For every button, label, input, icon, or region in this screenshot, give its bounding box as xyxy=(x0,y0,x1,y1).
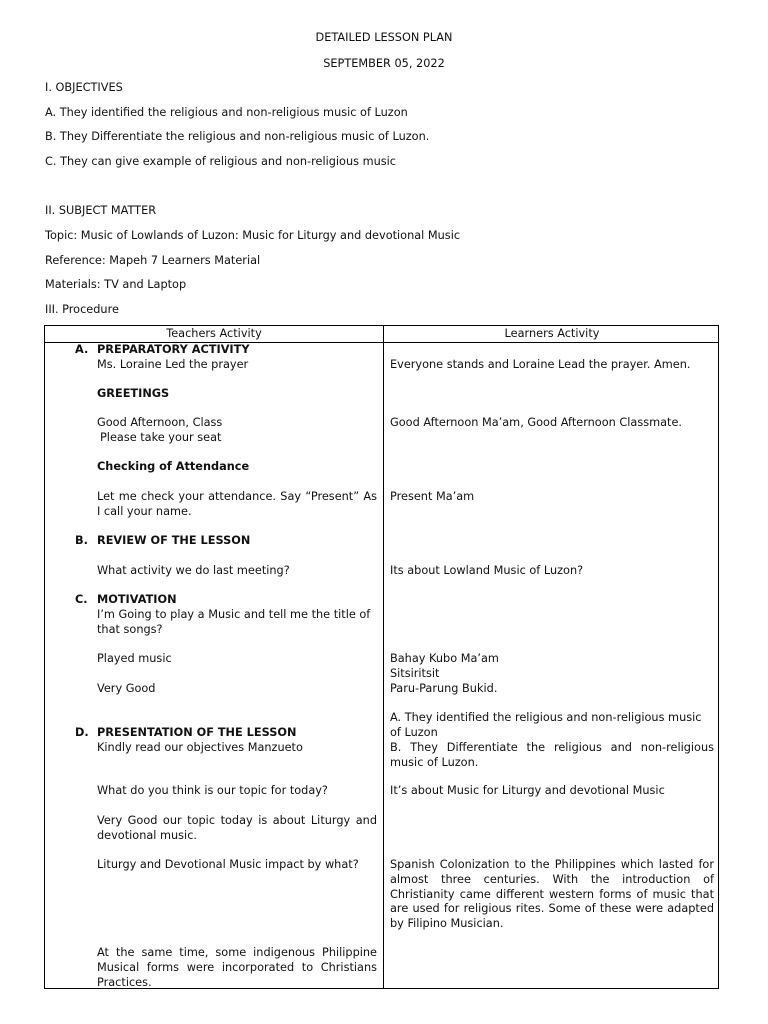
teacher-topic-question: What do you think is our topic for today? xyxy=(97,784,328,797)
objective-b: B. They Differentiate the religious and non-religious music of Luzon. xyxy=(45,130,430,143)
learner-objective-b: B. They Differentiate the religious and non-religious music of Luzon. xyxy=(390,741,714,769)
learner-topic: It’s about Music for Liturgy and devotional Music xyxy=(390,784,665,797)
subject-topic: Topic: Music of Lowlands of Luzon: Music for Liturgy and devotional Music xyxy=(45,229,461,242)
document-date: SEPTEMBER 05, 2022 xyxy=(323,57,445,70)
teacher-prayer: Ms. Loraine Led the prayer xyxy=(97,358,249,371)
teacher-last-meeting: What activity we do last meeting? xyxy=(97,564,290,577)
procedure-table xyxy=(44,325,719,989)
teachers-activity-header: Teachers Activity xyxy=(166,327,262,340)
section-b-title: REVIEW OF THE LESSON xyxy=(97,534,251,547)
greetings-title: GREETINGS xyxy=(97,387,170,400)
learner-last-meeting: Its about Lowland Music of Luzon? xyxy=(390,564,584,577)
subject-reference: Reference: Mapeh 7 Learners Material xyxy=(45,254,261,267)
section-c-letter: C. xyxy=(75,593,88,606)
learner-greeting: Good Afternoon Ma’am, Good Afternoon Classmate. xyxy=(390,416,682,429)
teacher-good-afternoon: Good Afternoon, Class xyxy=(97,416,223,429)
objectives-heading: I. OBJECTIVES xyxy=(45,81,123,94)
subject-materials: Materials: TV and Laptop xyxy=(45,278,187,291)
section-a-letter: A. xyxy=(75,343,89,356)
teacher-topic-answer: Very Good our topic today is about Liturgy and devotional music. xyxy=(97,814,377,842)
teacher-read-objectives: Kindly read our objectives Manzueto xyxy=(97,741,303,754)
learner-song-2: Sitsiritsit xyxy=(390,667,440,680)
learner-prayer: Everyone stands and Loraine Lead the prayer. Amen. xyxy=(390,358,691,371)
learner-objective-a: A. They identified the religious and non-religious music of Luzon xyxy=(390,711,702,739)
teacher-take-seat: Please take your seat xyxy=(100,431,222,444)
learners-activity-header: Learners Activity xyxy=(504,327,600,340)
section-d-title: PRESENTATION OF THE LESSON xyxy=(97,726,297,739)
teacher-impact-question: Liturgy and Devotional Music impact by what? xyxy=(97,858,359,871)
teacher-same-time: At the same time, some indigenous Philippine Musical forms were incorporated to Christians Practices. xyxy=(97,946,377,989)
learner-present: Present Ma’am xyxy=(390,490,475,503)
learner-song-3: Paru-Parung Bukid. xyxy=(390,682,498,695)
procedure-heading: III. Procedure xyxy=(45,303,119,316)
subject-matter-heading: II. SUBJECT MATTER xyxy=(45,204,157,217)
section-c-title: MOTIVATION xyxy=(97,593,177,606)
objective-c: C. They can give example of religious and non-religious music xyxy=(45,155,396,168)
learner-impact-answer: Spanish Colonization to the Philippines which lasted for almost three centuries. With the introduction of Christianity came different western forms of music that are used for religious rites. Some of these were adapted by Filipino Musician. xyxy=(390,858,714,931)
column-divider xyxy=(383,326,384,988)
section-a-title: PREPARATORY ACTIVITY xyxy=(97,343,250,356)
objective-a: A. They identified the religious and non-religious music of Luzon xyxy=(45,106,408,119)
learner-song-1: Bahay Kubo Ma’am xyxy=(390,652,499,665)
teacher-attendance: Let me check your attendance. Say “Present” As I call your name. xyxy=(97,490,377,518)
document-title: DETAILED LESSON PLAN xyxy=(315,31,453,44)
section-d-letter: D. xyxy=(75,726,89,739)
teacher-very-good: Very Good xyxy=(97,682,156,695)
teacher-played-music: Played music xyxy=(97,652,172,665)
attendance-title: Checking of Attendance xyxy=(97,460,250,473)
teacher-play-music: I’m Going to play a Music and tell me the title of that songs? xyxy=(97,608,371,636)
section-b-letter: B. xyxy=(75,534,88,547)
